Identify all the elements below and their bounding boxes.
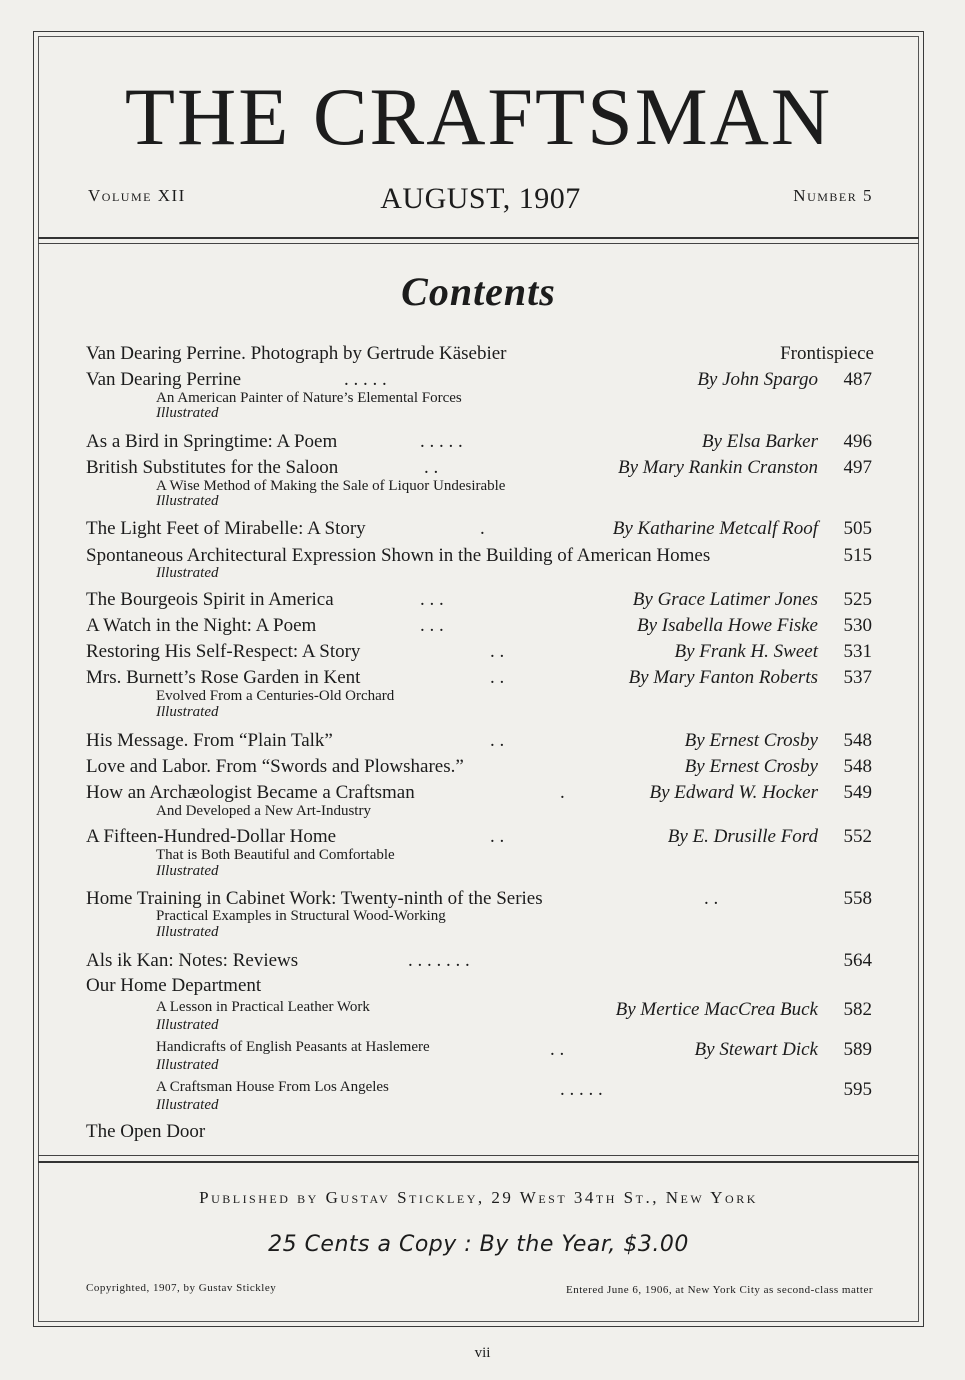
toc-subtitle: A Wise Method of Making the Sale of Liquor Undesirable	[156, 478, 506, 494]
toc-illustrated: Illustrated	[156, 1057, 219, 1073]
toc-entry	[86, 518, 874, 542]
toc-author: By Mary Rankin Cranston	[617, 457, 818, 478]
toc-subtitle: Practical Examples in Structural Wood-Working	[156, 908, 446, 924]
issue-line	[88, 182, 873, 216]
toc-author: By Stewart Dick	[694, 1039, 818, 1060]
toc-entry	[86, 589, 874, 613]
toc-author: By Mertice MacCrea Buck	[615, 999, 818, 1020]
toc-subentry-title: A Lesson in Practical Leather Work	[156, 999, 370, 1015]
toc-leader: . . .	[420, 589, 444, 610]
toc-section-title: The Open Door	[86, 1121, 206, 1142]
toc-title: Spontaneous Architectural Expression Shown in the Building of American Homes	[86, 545, 711, 566]
toc-subentry-title: Handicrafts of English Peasants at Haslemere	[156, 1039, 430, 1055]
toc-title: Van Dearing Perrine. Photograph by Gertrude Käsebier	[86, 343, 507, 364]
toc-frontispiece: Frontispiece	[780, 343, 874, 364]
divider-top-1	[38, 237, 919, 239]
toc-title: Mrs. Burnett’s Rose Garden in Kent	[86, 667, 361, 688]
toc-title: The Light Feet of Mirabelle: A Story	[86, 518, 366, 539]
toc-page: 552	[843, 826, 872, 847]
toc-illustrated: Illustrated	[156, 863, 219, 879]
price-line: 25 Cents a Copy : By the Year, $3.00	[268, 1232, 689, 1257]
toc-illustrated: Illustrated	[156, 1017, 219, 1033]
toc-title: Als ik Kan: Notes: Reviews	[86, 950, 299, 971]
masthead-title: THE CRAFTSMAN	[124, 71, 833, 162]
toc-page: 549	[843, 782, 872, 803]
toc-page: 564	[843, 950, 872, 971]
toc-page: 548	[843, 730, 872, 751]
toc-page: 548	[843, 756, 872, 777]
toc-illustrated: Illustrated	[156, 565, 219, 581]
publisher-line: Published by Gustav Stickley, 29 West 34th St., New York	[199, 1188, 758, 1207]
toc-title: A Fifteen-Hundred-Dollar Home	[86, 826, 337, 847]
toc-author: By Ernest Crosby	[684, 756, 818, 777]
toc-author: By Mary Fanton Roberts	[628, 667, 818, 688]
toc-leader: . .	[490, 667, 505, 688]
toc-title: A Watch in the Night: A Poem	[86, 615, 317, 636]
toc-leader: .	[560, 782, 565, 803]
toc-author: By Ernest Crosby	[684, 730, 818, 751]
toc-page: 595	[843, 1079, 872, 1100]
divider-bottom-1	[38, 1155, 919, 1156]
toc-leader: . . . . .	[560, 1079, 603, 1100]
toc-section-title: Our Home Department	[86, 975, 262, 996]
toc-entry	[86, 343, 874, 367]
toc-author: By Edward W. Hocker	[649, 782, 818, 803]
toc-entry	[86, 756, 874, 780]
toc-title: Van Dearing Perrine	[86, 369, 242, 390]
toc-page: 530	[843, 615, 872, 636]
toc-entry	[86, 950, 874, 974]
divider-bottom-2	[38, 1161, 919, 1163]
toc-subtitle: That is Both Beautiful and Comfortable	[156, 847, 395, 863]
toc-page: 537	[843, 667, 872, 688]
toc-title: The Bourgeois Spirit in America	[86, 589, 334, 610]
toc-leader: . .	[490, 826, 505, 847]
toc-leader: . .	[424, 457, 439, 478]
toc-illustrated: Illustrated	[156, 493, 219, 509]
contents-heading: Contents	[401, 269, 556, 314]
toc-illustrated: Illustrated	[156, 1097, 219, 1113]
toc-illustrated: Illustrated	[156, 704, 219, 720]
toc-illustrated: Illustrated	[156, 405, 219, 421]
toc-page: 487	[843, 369, 872, 390]
toc-page: 497	[843, 457, 872, 478]
toc-page: 582	[843, 999, 872, 1020]
toc-entry	[86, 615, 874, 639]
toc-entry	[86, 641, 874, 665]
volume-label: Volume XII	[88, 186, 186, 205]
toc-entry	[86, 431, 874, 455]
toc-title: As a Bird in Springtime: A Poem	[86, 431, 338, 452]
toc-illustrated: Illustrated	[156, 924, 219, 940]
toc-subtitle: Evolved From a Centuries-Old Orchard	[156, 688, 395, 704]
toc-page: 515	[843, 545, 872, 566]
toc-leader: .	[480, 518, 485, 539]
toc-title: Restoring His Self-Respect: A Story	[86, 641, 361, 662]
toc-leader: . . . . .	[344, 369, 387, 390]
toc-title: His Message. From “Plain Talk”	[86, 730, 333, 751]
toc-title: Home Training in Cabinet Work: Twenty-ninth of the Series	[86, 888, 543, 909]
toc-leader: . .	[490, 641, 505, 662]
toc-entry	[86, 730, 874, 754]
page-folio: vii	[474, 1345, 491, 1361]
toc-subtitle: And Developed a New Art-Industry	[156, 803, 371, 819]
toc-title: Love and Labor. From “Swords and Plowshares.”	[86, 756, 464, 777]
toc-section	[86, 1121, 874, 1145]
toc-page: 531	[843, 641, 872, 662]
postal-entry-note: Entered June 6, 1906, at New York City as second-class matter	[566, 1284, 873, 1296]
toc-leader: . .	[704, 888, 719, 909]
toc-author: By Frank H. Sweet	[674, 641, 818, 662]
toc-author: By John Spargo	[697, 369, 818, 390]
toc-page: 589	[843, 1039, 872, 1060]
toc-leader: . . . . .	[420, 431, 463, 452]
divider-top-2	[38, 243, 919, 244]
toc-section	[86, 975, 874, 999]
toc-leader: . . . . . . .	[408, 950, 470, 971]
toc-page: 525	[843, 589, 872, 610]
toc-author: By E. Drusille Ford	[667, 826, 818, 847]
issue-date: AUGUST, 1907	[380, 182, 581, 215]
toc-page: 496	[843, 431, 872, 452]
toc-page: 505	[843, 518, 872, 539]
toc-subentry-title: A Craftsman House From Los Angeles	[156, 1079, 389, 1095]
toc-author: By Isabella Howe Fiske	[637, 615, 818, 636]
toc-page: 558	[843, 888, 872, 909]
toc-subtitle: An American Painter of Nature’s Elemental Forces	[156, 390, 462, 406]
toc-author: By Elsa Barker	[701, 431, 818, 452]
toc-leader: . .	[490, 730, 505, 751]
toc-leader: . . .	[420, 615, 444, 636]
toc-title: British Substitutes for the Saloon	[86, 457, 339, 478]
issue-number: Number 5	[793, 186, 873, 205]
toc-author: By Grace Latimer Jones	[632, 589, 818, 610]
toc-leader: . .	[550, 1039, 565, 1060]
copyright-note: Copyrighted, 1907, by Gustav Stickley	[86, 1282, 277, 1294]
toc-author: By Katharine Metcalf Roof	[612, 518, 818, 539]
toc-title: How an Archæologist Became a Craftsman	[86, 782, 415, 803]
